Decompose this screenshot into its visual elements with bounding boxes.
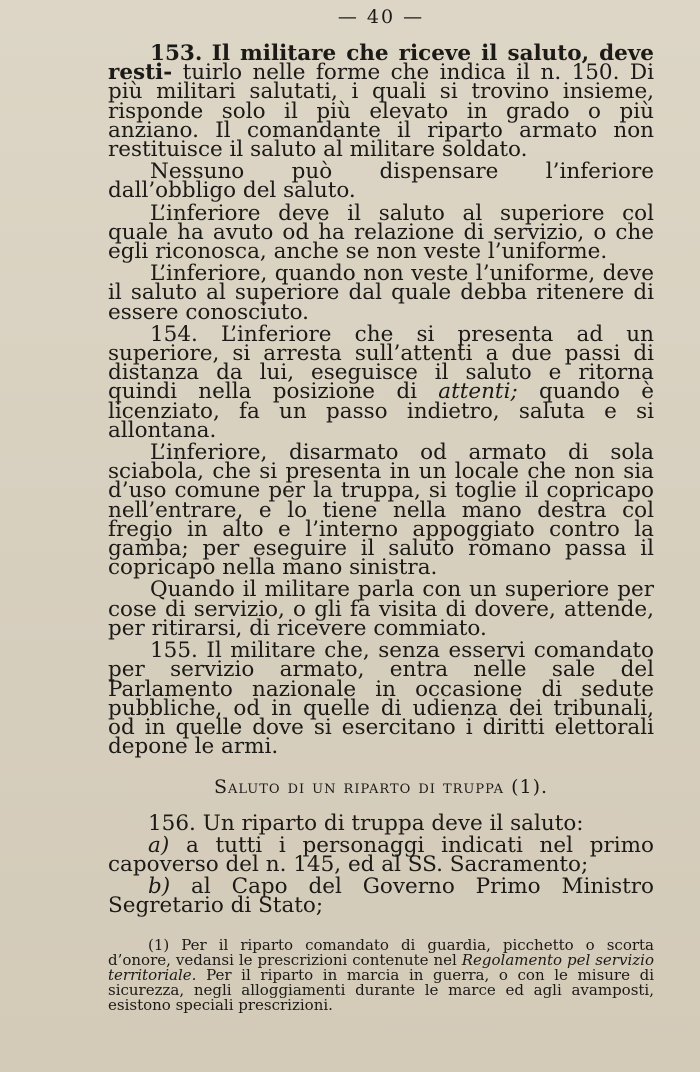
list-item-text: al Capo del Governo Primo Ministro Segretario di Stato; (108, 874, 654, 919)
footnotes (108, 935, 654, 1014)
paragraph-text: tuirlo nelle forme che indica il n. 150. Di più militari salutati, i quali si trovino insieme, risponde solo il più elevato in grado o più anziano. Il comandante il riparto armato non restituisce il saluto al militare soldato. (108, 60, 654, 163)
list-intro: 156. Un riparto di truppa deve il saluto: (148, 810, 584, 836)
paragraph-number: 153. (150, 41, 203, 66)
paragraph: L’inferiore deve il saluto al superiore col quale ha avuto od ha relazione di servizio, o che egli riconosca, anche se non veste l’uniforme. (108, 200, 654, 265)
paragraph-bold-lead: Il militare che riceve il saluto, deve resti- (108, 41, 654, 86)
list-marker: b) (148, 874, 171, 900)
paragraph: L’inferiore, quando non veste l’uniforme, deve il saluto al superiore dal quale debba ritenere di essere conosciuto. (108, 261, 654, 325)
main-text (108, 41, 654, 1014)
salute-list (108, 810, 654, 919)
paragraph: L’inferiore, disarmato od armato di sola sciabola, che si presenta in un locale che non sia d’uso comune per la truppa, si toglie il copricapo nell’entrare, e lo tiene nella mano destra col fregio in alto e l’interno appoggiato contro la gamba; per eseguire il saluto romano passa il copricapo nella mano sinistra. (108, 440, 654, 581)
list-item (108, 832, 654, 877)
page-number: — 40 — (337, 6, 425, 28)
footnote-marker: (1) (148, 935, 170, 954)
paragraph-text: quando è licenziato, fa un passo indietro, saluta e si allontana. (108, 379, 654, 443)
paragraph-154 (108, 321, 654, 443)
paragraph-text: Il militare che, senza esservi comandato per servizio armato, entra nelle sale del Parlamento nazionale in occasione di sedute pubbliche, od in quelle di udienza dei tribunali, od in quelle dove si esercitano i diritti elettorali depone le armi. (108, 638, 654, 760)
paragraph-number: 155. (150, 638, 198, 664)
list-item (108, 874, 654, 919)
footnote (108, 935, 654, 1014)
paragraph-number: 154. (150, 321, 198, 347)
section-heading: Saluto di un riparto di truppa (1). (213, 776, 549, 799)
paragraph-153 (108, 41, 654, 163)
paragraph-text: L’inferiore che si presenta ad un superiore, si arresta sull’attenti a due passi di distanza da lui, eseguisce il saluto e ritorna quindi nella posizione di (108, 321, 654, 405)
list-item-text: a tutti i personaggi indicati nel primo capoverso del n. 145, ed al SS. Sacramento; (108, 832, 654, 877)
italic-term: attenti; (438, 379, 518, 405)
footnote-text: Per il riparto in marcia in guerra, o con le misure di sicurezza, negli alloggiamenti durante le marce ed agli avamposti, esistono speciali prescrizioni. (108, 965, 654, 1014)
paragraph-155 (108, 638, 654, 760)
paragraph: Nessuno può dispensare l’inferiore dall’obbligo del saluto. (108, 159, 654, 204)
list-marker: a) (148, 832, 170, 858)
paragraph: Quando il militare parla con un superiore per cose di servizio, o gli fa visita di dovere, attende, per ritirarsi, di ricevere commiato. (108, 577, 654, 641)
footnote-text: Per il riparto comandato di guardia, picchetto o scorta d’onore, vedansi le prescrizioni contenute nel (108, 935, 654, 969)
footnote-italic: Regolamento pel servizio territoriale. (108, 950, 654, 984)
